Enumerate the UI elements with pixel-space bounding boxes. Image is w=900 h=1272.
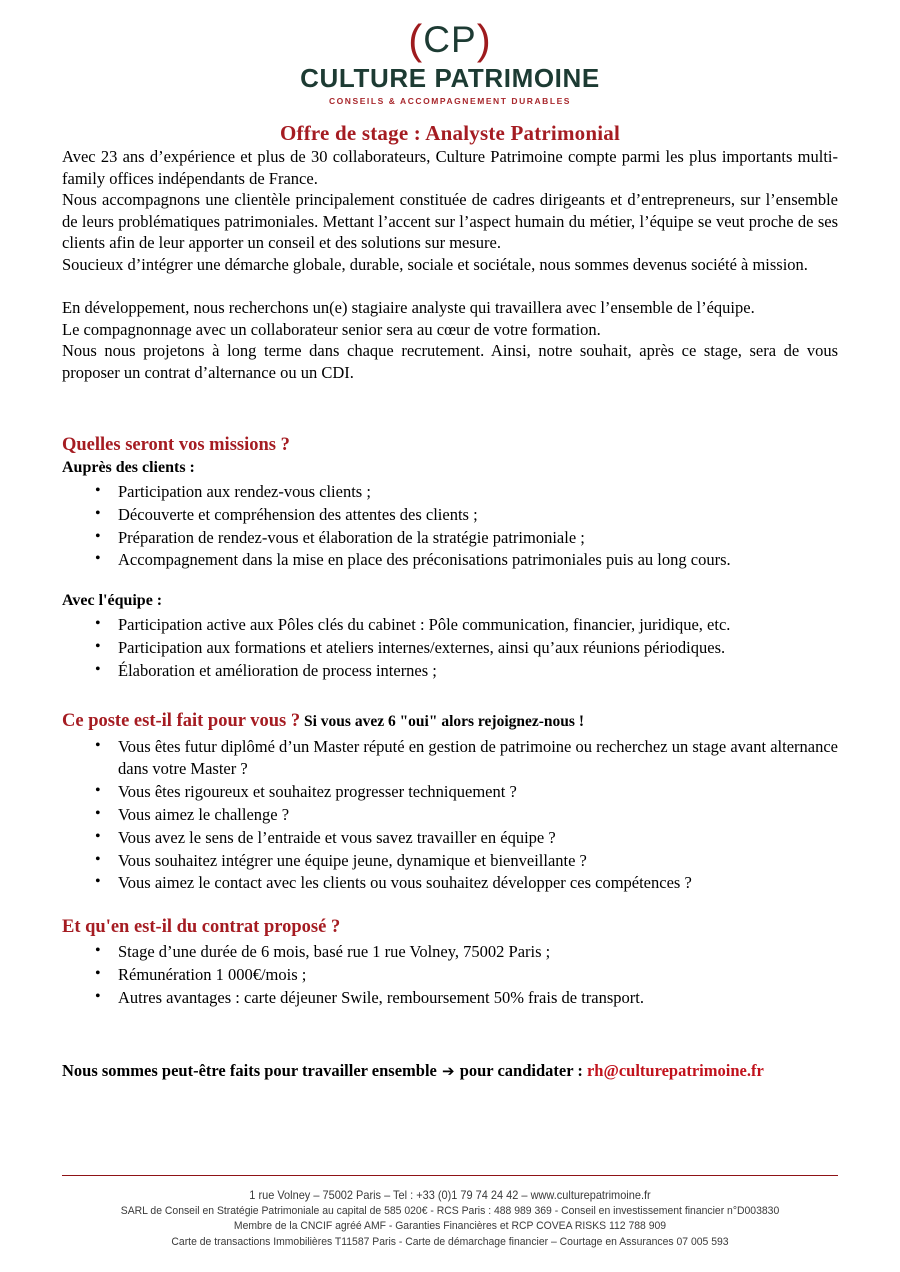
logo-monogram-text: CP xyxy=(423,19,477,60)
list-item: • Élaboration et amélioration de process internes ; xyxy=(62,660,838,683)
contract-list xyxy=(62,941,838,1009)
footer-line-3: Membre de la CNCIF agréé AMF - Garanties Financières et RCP COVEA RISKS 112 788 909 xyxy=(233,1220,667,1233)
page-footer xyxy=(0,1175,900,1250)
missions-clients-list xyxy=(62,481,838,572)
profile-heading-black: Si vous avez 6 "oui" alors rejoignez-nous ! xyxy=(300,712,584,730)
list-item: • Participation active aux Pôles clés du cabinet : Pôle communication, financier, juridique, etc. xyxy=(62,614,838,637)
spacer xyxy=(62,683,838,709)
list-item: • Participation aux rendez-vous clients ; xyxy=(62,481,838,504)
list-item: • Vous êtes rigoureux et souhaitez progresser techniquement ? xyxy=(62,781,838,804)
page-title: Offre de stage : Analyste Patrimonial xyxy=(279,121,621,145)
cta-text-before: Nous sommes peut-être faits pour travailler ensemble xyxy=(62,1060,441,1080)
spacer xyxy=(62,383,838,433)
spacer xyxy=(62,1010,838,1060)
intro-paragraph-3: Soucieux d’intégrer une démarche globale, durable, sociale et sociétale, nous sommes devenus société à mission. xyxy=(62,254,808,274)
footer-legal-text xyxy=(32,1188,869,1250)
development-paragraph-3: Nous nous projetons à long terme dans chaque recrutement. Ainsi, notre souhait, après ce stage, sera de vous proposer un contrat d’alternance ou un CDI. xyxy=(62,341,838,382)
list-item: • Préparation de rendez-vous et élaboration de la stratégie patrimoniale ; xyxy=(62,527,838,550)
profile-heading-red: Ce poste est-il fait pour vous ? xyxy=(62,710,301,731)
footer-line-4: Carte de transactions Immobilières T11587 Paris - Carte de démarchage financier – Courtage en Assurances 07 005 593 xyxy=(171,1235,729,1248)
footer-line-2: SARL de Conseil en Stratégie Patrimoniale au capital de 585 020€ - RCS Paris : 488 989 369 - Conseil en investissement financier n°D003830 xyxy=(120,1204,780,1217)
right-arrow-icon: ➔ xyxy=(442,1061,455,1080)
list-item: • Participation aux formations et ateliers internes/externes, ainsi qu’aux réunions périodiques. xyxy=(62,637,838,660)
intro-paragraph-1: Avec 23 ans d’expérience et plus de 30 collaborateurs, Culture Patrimoine compte parmi les plus importants multi-family offices indépendants de France. xyxy=(62,147,838,188)
intro-paragraph-2: Nous accompagnons une clientèle principalement constituée de cadres dirigeants et d’entrepreneurs, sur l’ensemble de leurs problématiques patrimoniales. Mettant l’accent sur l’aspect humain du métier, l’équipe se veut proche de ses clients afin de leur apporter un conseil et des solutions sur mesure. xyxy=(62,190,838,252)
list-item: • Vous aimez le contact avec les clients ou vous souhaitez développer ces compétences ? xyxy=(62,872,838,895)
list-item: • Stage d’une durée de 6 mois, basé rue 1 rue Volney, 75002 Paris ; xyxy=(62,941,838,964)
list-item: • Découverte et compréhension des attentes des clients ; xyxy=(62,504,838,527)
bracket-open-icon: ( xyxy=(408,16,424,63)
profile-list xyxy=(62,736,838,896)
cta-text-after: pour candidater : xyxy=(455,1060,587,1080)
development-paragraph-1: En développement, nous recherchons un(e) stagiaire analyste qui travaillera avec l’ensemble de l’équipe. xyxy=(62,298,755,317)
footer-line-1: 1 rue Volney – 75002 Paris – Tel : +33 (0)1 79 74 24 42 – www.culturepatrimoine.fr xyxy=(249,1188,651,1203)
call-to-action xyxy=(62,1060,838,1082)
development-paragraph-2: Le compagnonnage avec un collaborateur senior sera au cœur de votre formation. xyxy=(62,319,601,339)
missions-clients-subheading: Auprès des clients : xyxy=(62,459,195,476)
list-item: • Vous êtes futur diplômé d’un Master réputé en gestion de patrimoine ou recherchez un stage avant alternance dans votre Master ? xyxy=(62,736,838,782)
logo-company-name: CULTURE PATRIMOINE xyxy=(300,63,600,93)
bracket-close-icon: ) xyxy=(476,16,492,63)
profile-heading xyxy=(62,709,838,734)
list-item: • Vous avez le sens de l’entraide et vous savez travailler en équipe ? xyxy=(62,827,838,850)
spacer xyxy=(62,572,838,590)
footer-divider xyxy=(62,1175,838,1177)
missions-team-list xyxy=(62,614,838,682)
missions-team-subheading: Avec l'équipe : xyxy=(62,592,163,610)
logo-tagline: CONSEILS & ACCOMPAGNEMENT DURABLES xyxy=(328,96,572,106)
contact-email-link[interactable]: rh@culturepatrimoine.fr xyxy=(586,1060,764,1080)
spacer xyxy=(62,895,838,915)
list-item: • Rémunération 1 000€/mois ; xyxy=(62,964,838,987)
company-logo xyxy=(0,0,900,107)
spacer xyxy=(62,275,838,297)
list-item: • Vous aimez le challenge ? xyxy=(62,804,838,827)
document-body xyxy=(62,146,838,1082)
list-item: • Accompagnement dans la mise en place des préconisations patrimoniales puis au long cours. xyxy=(62,549,838,572)
missions-heading: Quelles seront vos missions ? xyxy=(62,435,290,455)
list-item: • Autres avantages : carte déjeuner Swile, remboursement 50% frais de transport. xyxy=(62,987,838,1010)
list-item: • Vous souhaitez intégrer une équipe jeune, dynamique et bienveillante ? xyxy=(62,850,838,873)
contract-heading: Et qu'en est-il du contrat proposé ? xyxy=(62,917,341,938)
logo-monogram xyxy=(408,16,491,62)
